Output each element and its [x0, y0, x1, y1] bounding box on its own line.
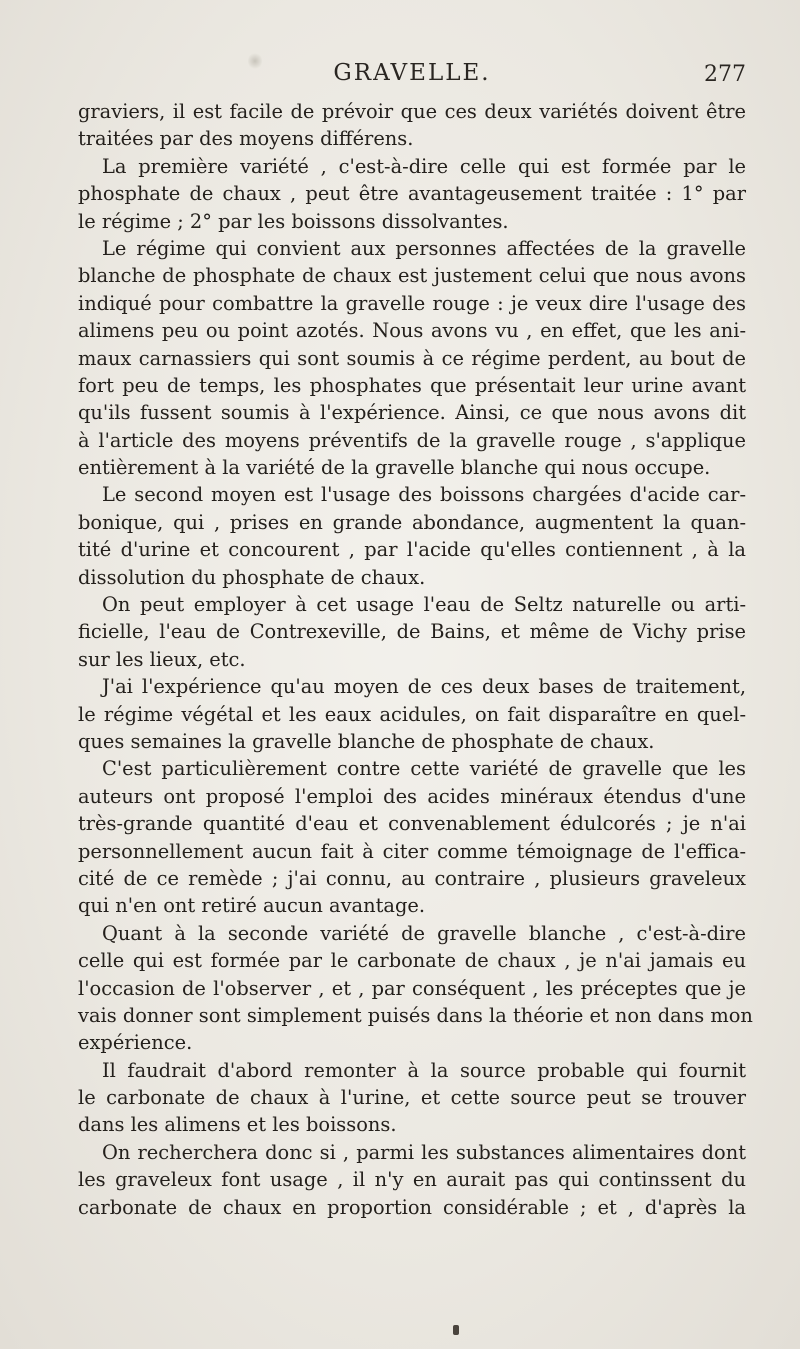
text-line: graviers, il est facile de prévoir que ces deux variétés doivent être	[78, 100, 746, 123]
text-line: expérience.	[78, 1031, 193, 1055]
text-line: phosphate de chaux , peut être avantageusement traitée : 1° par	[78, 182, 746, 206]
text-line: celle qui est formée par le carbonate de chaux , je n'ai jamais eu	[78, 949, 746, 973]
text-line: On recherchera donc si , parmi les substances alimentaires dont	[102, 1140, 746, 1164]
text-line: dissolution du phosphate de chaux.	[78, 565, 426, 589]
text-line: le régime végétal et les eaux acidules, on fait disparaître en quel-	[78, 702, 746, 726]
text-line: Le régime qui convient aux personnes affectées de la gravelle	[102, 236, 746, 260]
text-line: ficielle, l'eau de Contrexeville, de Bains, et même de Vichy prise	[78, 620, 746, 644]
text-line: On peut employer à cet usage l'eau de Seltz naturelle ou arti-	[102, 593, 746, 617]
text-line: Le second moyen est l'usage des boissons chargées d'acide car-	[102, 483, 746, 507]
text-line: sur les lieux, etc.	[78, 647, 246, 671]
text-line: dans les alimens et les boissons.	[78, 1113, 397, 1137]
text-line: fort peu de temps, les phosphates que présentait leur urine avant	[78, 373, 746, 397]
text-line: indiqué pour combattre la gravelle rouge : je veux dire l'usage des	[78, 291, 746, 315]
text-line: personnellement aucun fait à citer comme témoignage de l'effica-	[78, 839, 746, 863]
page-number: 277	[704, 62, 746, 87]
text-line: Quant à la seconde variété de gravelle blanche , c'est-à-dire	[102, 921, 746, 945]
text-line: à l'article des moyens préventifs de la gravelle rouge , s'applique	[78, 428, 746, 452]
text-line: le régime ; 2° par les boissons dissolvantes.	[78, 209, 509, 233]
text-line: La première variété , c'est-à-dire celle qui est formée par le	[102, 154, 746, 178]
text-line: l'occasion de l'observer , et , par conséquent , les préceptes que je	[78, 976, 746, 1000]
text-line: bonique, qui , prises en grande abondance, augmentent la quan-	[78, 510, 746, 534]
text-line: ques semaines la gravelle blanche de phosphate de chaux.	[78, 729, 655, 753]
text-line: carbonate de chaux en proportion considérable ; et , d'après la	[78, 1195, 746, 1219]
text-line: traitées par des moyens différens.	[78, 127, 414, 151]
text-line: cité de ce remède ; j'ai connu, au contraire , plusieurs graveleux	[78, 866, 746, 890]
page-title: GRAVELLE.	[333, 60, 491, 86]
text-line: maux carnassiers qui sont soumis à ce régime perdent, au bout de	[78, 346, 746, 370]
text-line: qu'ils fussent soumis à l'expérience. Ainsi, ce que nous avons dit	[78, 401, 746, 425]
text-line: les graveleux font usage , il n'y en aurait pas qui continssent du	[78, 1168, 746, 1192]
text-line: le carbonate de chaux à l'urine, et cette source peut se trouver	[78, 1086, 746, 1110]
text-line: Il faudrait d'abord remonter à la source probable qui fournit	[102, 1058, 746, 1082]
text-line: alimens peu ou point azotés. Nous avons vu , en effet, que les ani-	[78, 319, 746, 343]
text-line: vais donner sont simplement puisés dans la théorie et non dans mon	[78, 1003, 753, 1027]
body-text	[78, 98, 753, 1221]
text-line: blanche de phosphate de chaux est justement celui que nous avons	[78, 264, 746, 288]
text-line: C'est particulièrement contre cette variété de gravelle que les	[102, 757, 746, 781]
text-line: auteurs ont proposé l'emploi des acides minéraux étendus d'une	[78, 784, 746, 808]
text-line: tité d'urine et concourent , par l'acide qu'elles contiennent , à la	[78, 538, 746, 562]
text-line: entièrement à la variété de la gravelle blanche qui nous occupe.	[78, 456, 711, 480]
running-head	[78, 58, 746, 92]
text-line: qui n'en ont retiré aucun avantage.	[78, 894, 425, 918]
ink-mark	[453, 1325, 459, 1335]
text-line: J'ai l'expérience qu'au moyen de ces deux bases de traitement,	[102, 675, 746, 699]
text-line: très-grande quantité d'eau et convenablement édulcorés ; je n'ai	[78, 812, 746, 836]
